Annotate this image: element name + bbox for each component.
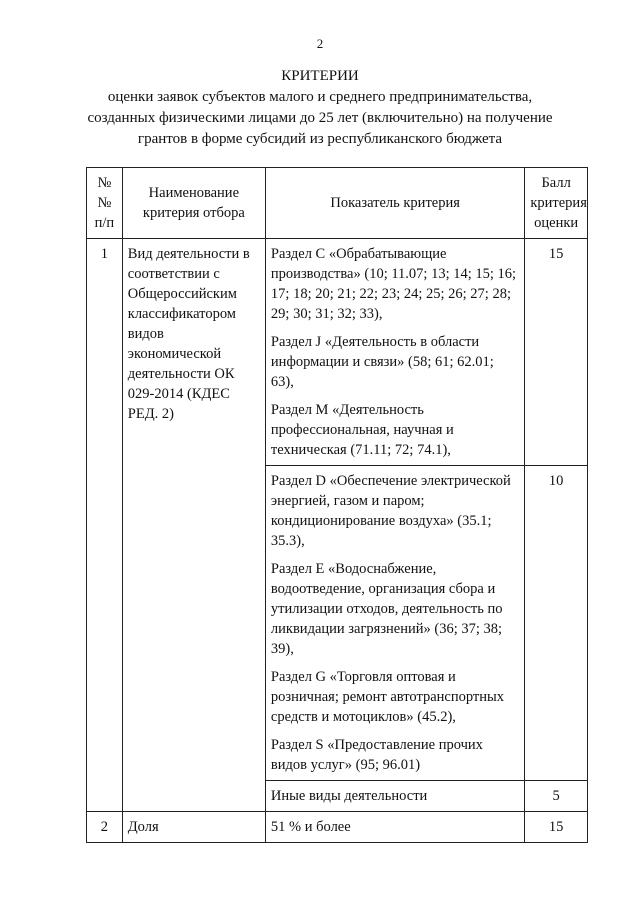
row-1-name: Вид деятельности в соответствии с Общероссийским классификатором видов экономической деятельности ОК 029-2014 (КДЕС РЕД. 2) (122, 239, 265, 812)
header-criterion-name: Наименование критерия отбора (122, 168, 265, 239)
row-1-score-group-1: 15 (525, 239, 588, 466)
indicator-paragraph: Раздел G «Торговля оптовая и розничная; ремонт автотранспортных средств и мотоциклов» (45.2), (270, 669, 504, 725)
table-header-row (87, 168, 588, 239)
indicator-paragraph: Раздел D «Обеспечение электрической энергией, газом и паром; кондиционирование воздуха» (35.1; 35.3), (270, 473, 511, 549)
row-2-num: 2 (87, 812, 123, 843)
row-1-score-group-3: 5 (525, 781, 588, 812)
document-heading (80, 66, 560, 150)
criteria-table (86, 167, 588, 843)
heading-line-1: оценки заявок субъектов малого и среднего предпринимательства, (107, 89, 533, 105)
indicator-paragraph: Раздел S «Предоставление прочих видов услуг» (95; 96.01) (270, 737, 483, 773)
indicator-paragraph: Раздел J «Деятельность в области информации и связи» (58; 61; 62.01; 63), (270, 334, 494, 390)
table-row (87, 239, 588, 466)
row-2-score: 15 (525, 812, 588, 843)
row-2-indicator: 51 % и более (265, 812, 524, 843)
row-1-indicator-group-1 (265, 239, 524, 466)
table-row (87, 812, 588, 843)
indicator-paragraph: Раздел Е «Водоснабжение, водоотведение, организация сбора и утилизации отходов, деятельность по ликвидации загрязнений» (36; 37; 38; 39), (270, 561, 503, 657)
heading-title: КРИТЕРИИ (281, 68, 359, 84)
row-1-indicator-group-3 (265, 781, 524, 812)
page-number: 2 (316, 36, 324, 51)
row-1-indicator-group-2 (265, 466, 524, 781)
row-1-score-group-2: 10 (525, 466, 588, 781)
indicator-paragraph: Раздел М «Деятельность профессиональная, научная и техническая (71.11; 72; 74.1), (270, 402, 454, 458)
heading-line-2: созданных физическими лицами до 25 лет (включительно) на получение (87, 110, 553, 126)
header-num: №№ п/п (87, 168, 123, 239)
row-1-num: 1 (87, 239, 123, 812)
heading-line-3: грантов в форме субсидий из республиканского бюджета (137, 131, 503, 147)
indicator-paragraph: Раздел С «Обрабатывающие производства» (10; 11.07; 13; 14; 15; 16; 17; 18; 20; 21; 22; 23; 24; 25; 26; 27; 28; 29; 30; 31; 32; 33), (270, 246, 517, 322)
row-2-name: Доля (122, 812, 265, 843)
indicator-paragraph: Иные виды деятельности (270, 788, 428, 804)
header-score: Балл критерия оценки (525, 168, 588, 239)
header-indicator: Показатель критерия (265, 168, 524, 239)
